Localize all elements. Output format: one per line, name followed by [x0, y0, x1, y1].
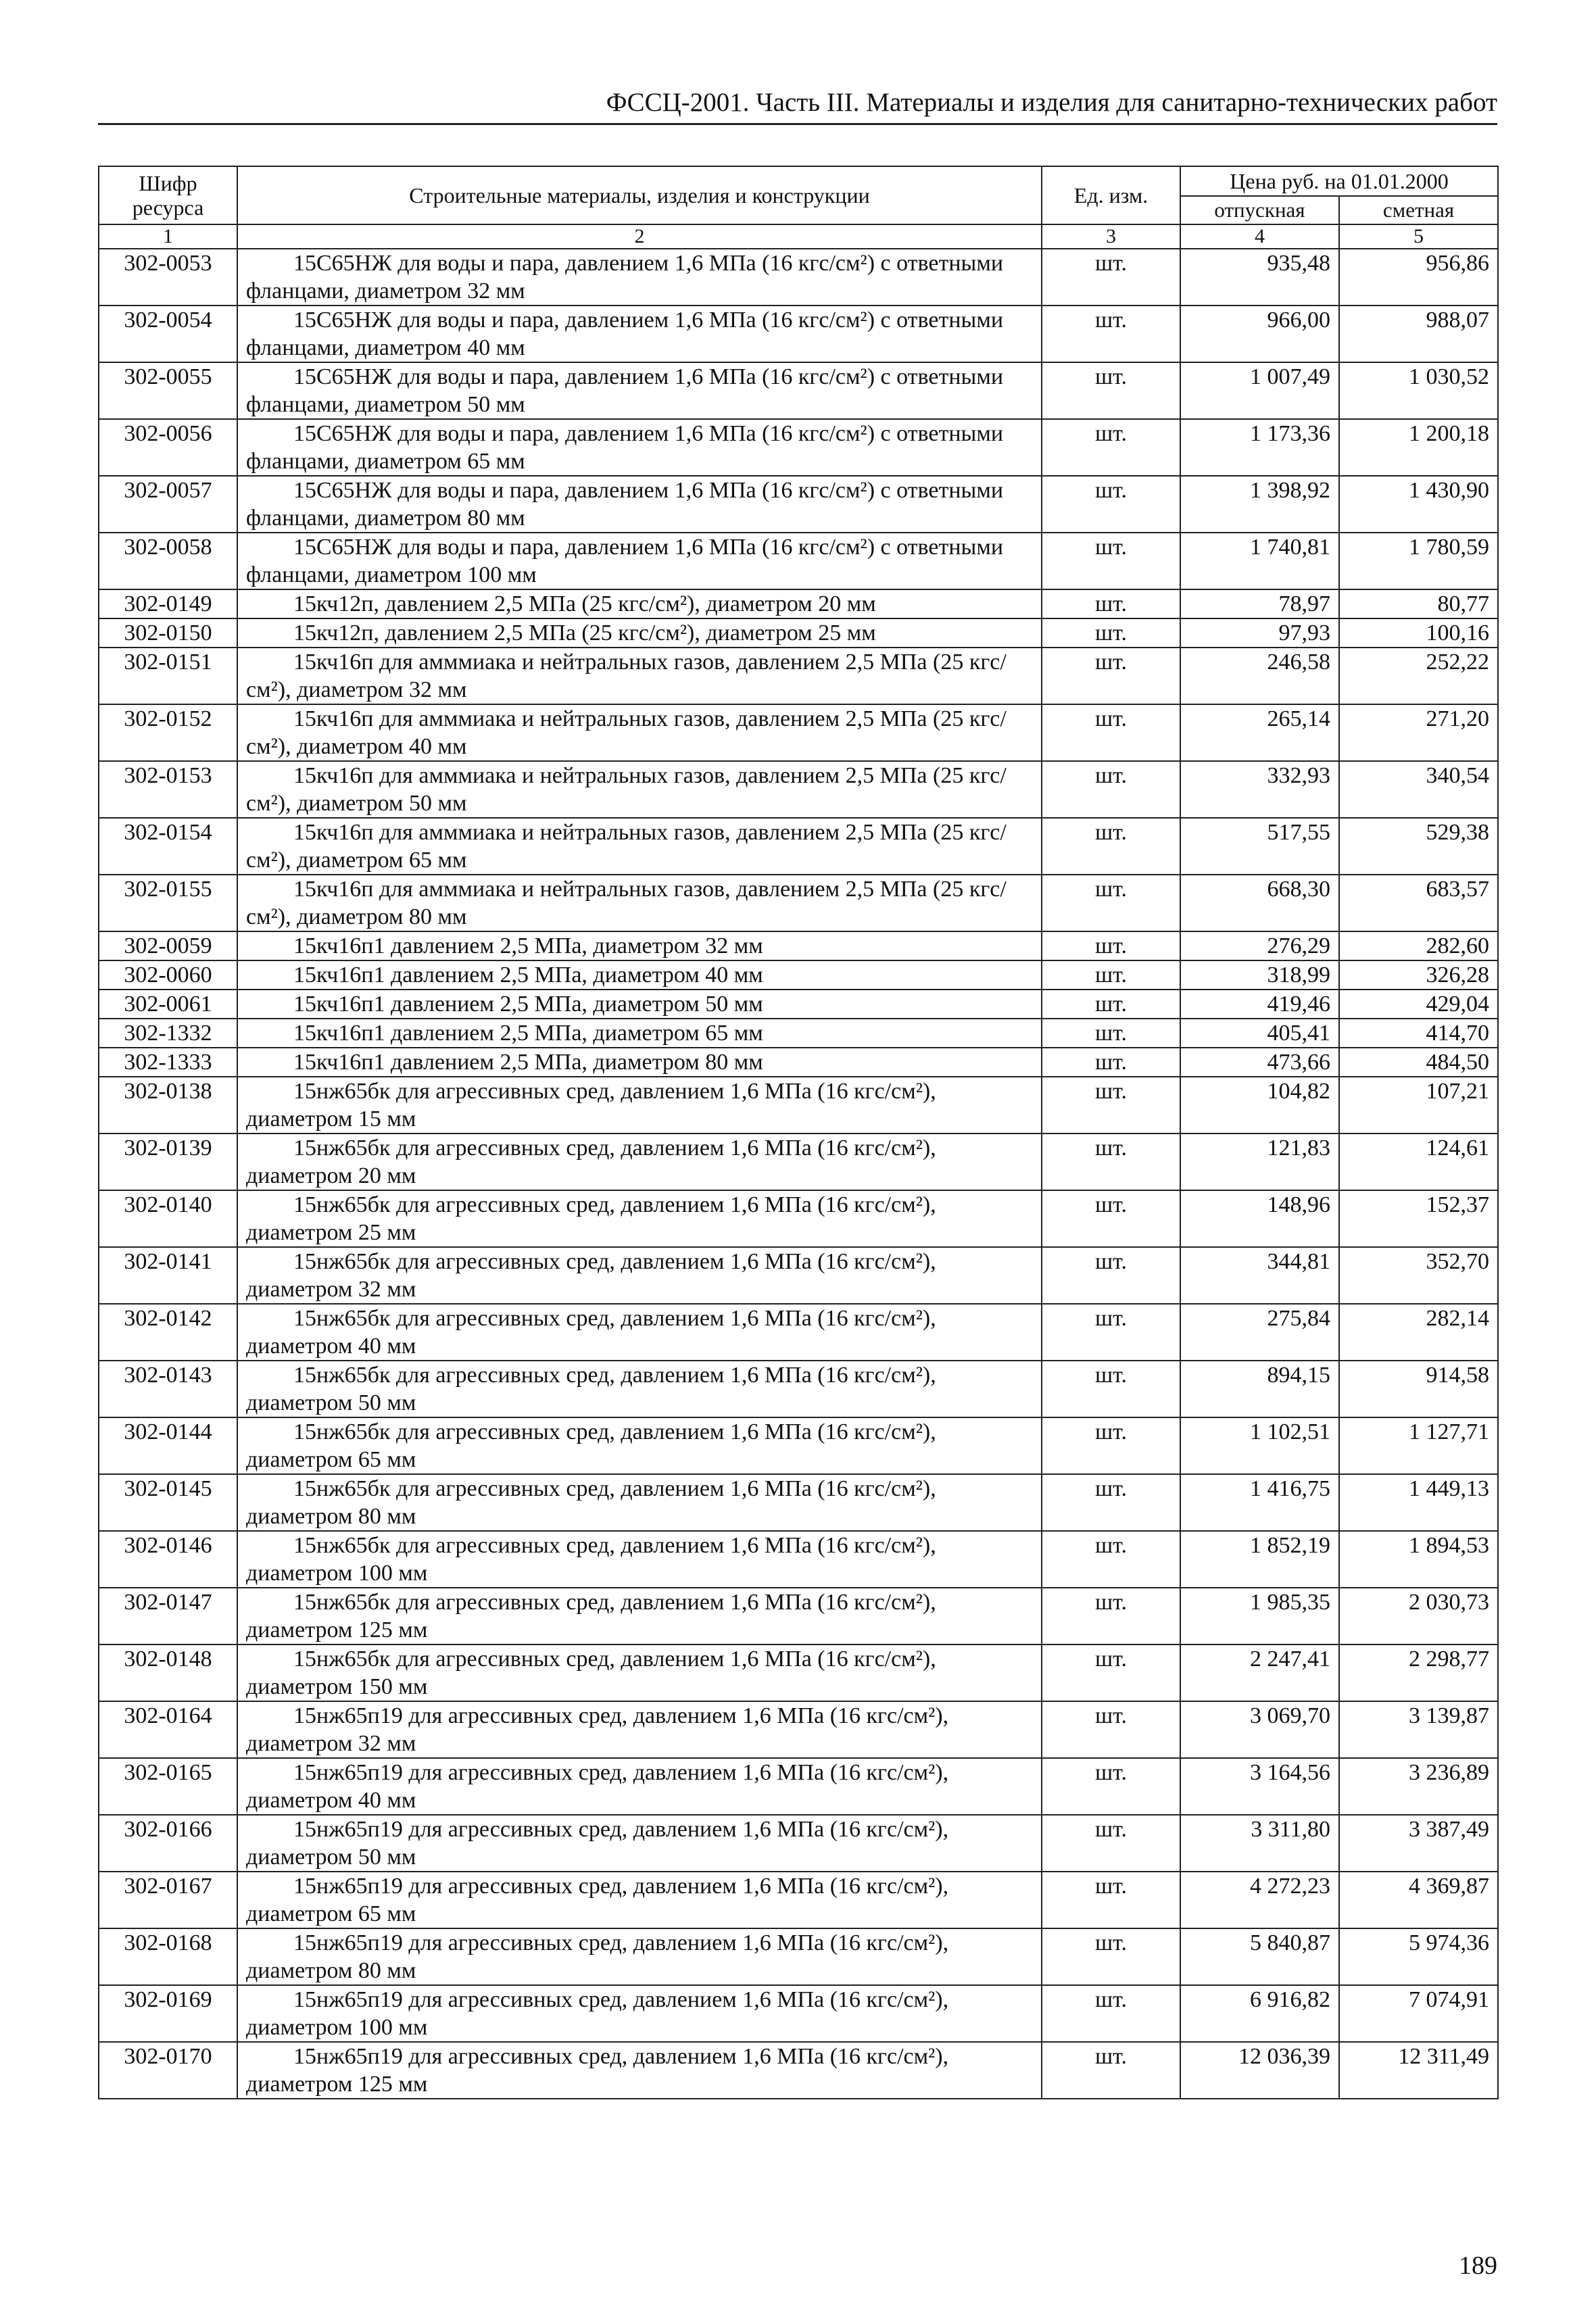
unit-cell: шт. [1042, 1815, 1180, 1872]
resource-code-cell: 302-0139 [99, 1134, 237, 1190]
material-name-cell: 15кч16п для амммиака и нейтральных газов, давлением 2,5 МПа (25 кгс/см²), диаметром 65 мм [237, 818, 1042, 875]
estimate-price-cell: 100,16 [1339, 618, 1498, 648]
table-row [99, 533, 1498, 589]
release-price-cell: 3 311,80 [1180, 1815, 1339, 1872]
unit-cell: шт. [1042, 1758, 1180, 1815]
release-price-cell: 405,41 [1180, 1019, 1339, 1048]
estimate-price-cell: 2 298,77 [1339, 1644, 1498, 1701]
table-row [99, 1588, 1498, 1644]
release-price-cell: 1 852,19 [1180, 1531, 1339, 1588]
estimate-price-cell: 1 780,59 [1339, 533, 1498, 589]
release-price-cell: 275,84 [1180, 1304, 1339, 1361]
material-name-cell: 15нж65бк для агрессивных сред, давлением 1,6 МПа (16 кгс/см²), диаметром 32 мм [237, 1247, 1042, 1304]
table-row [99, 1815, 1498, 1872]
resource-code-cell: 302-0145 [99, 1474, 237, 1531]
estimate-price-cell: 914,58 [1339, 1361, 1498, 1417]
unit-cell: шт. [1042, 1531, 1180, 1588]
resource-code-cell: 302-0146 [99, 1531, 237, 1588]
estimate-price-cell: 484,50 [1339, 1048, 1498, 1077]
resource-code-cell: 302-1333 [99, 1048, 237, 1077]
release-price-cell: 1 007,49 [1180, 362, 1339, 419]
release-price-cell: 104,82 [1180, 1077, 1339, 1134]
release-price-cell: 1 102,51 [1180, 1417, 1339, 1474]
material-name-cell: 15нж65п19 для агрессивных сред, давлением 1,6 МПа (16 кгс/см²), диаметром 32 мм [237, 1701, 1042, 1758]
resource-code-cell: 302-0149 [99, 589, 237, 618]
table-row [99, 589, 1498, 618]
estimate-price-cell: 3 139,87 [1339, 1701, 1498, 1758]
table-row [99, 704, 1498, 761]
release-price-cell: 12 036,39 [1180, 2042, 1339, 2099]
unit-cell: шт. [1042, 1134, 1180, 1190]
resource-code-cell: 302-0057 [99, 476, 237, 533]
estimate-price-cell: 429,04 [1339, 990, 1498, 1019]
resource-code-cell: 302-0144 [99, 1417, 237, 1474]
release-price-cell: 1 398,92 [1180, 476, 1339, 533]
resource-code-cell: 302-0140 [99, 1190, 237, 1247]
material-name-cell: 15нж65бк для агрессивных сред, давлением 1,6 МПа (16 кгс/см²), диаметром 65 мм [237, 1417, 1042, 1474]
estimate-price-cell: 3 387,49 [1339, 1815, 1498, 1872]
column-number: 1 [99, 224, 237, 249]
material-name-cell: 15кч16п1 давлением 2,5 МПа, диаметром 40 мм [237, 960, 1042, 990]
resource-code-cell: 302-0165 [99, 1758, 237, 1815]
column-header-estimate-price: сметная [1339, 196, 1498, 224]
resource-code-cell: 302-0061 [99, 990, 237, 1019]
table-row [99, 2042, 1498, 2099]
release-price-cell: 668,30 [1180, 875, 1339, 931]
material-name-cell: 15кч16п1 давлением 2,5 МПа, диаметром 80 мм [237, 1048, 1042, 1077]
resource-code-cell: 302-0154 [99, 818, 237, 875]
resource-code-cell: 302-0054 [99, 306, 237, 362]
unit-cell: шт. [1042, 1304, 1180, 1361]
material-name-cell: 15С65НЖ для воды и пара, давлением 1,6 МПа (16 кгс/см²) с ответными фланцами, диаметром 100 мм [237, 533, 1042, 589]
estimate-price-cell: 1 894,53 [1339, 1531, 1498, 1588]
unit-cell: шт. [1042, 990, 1180, 1019]
resource-code-cell: 302-0152 [99, 704, 237, 761]
unit-cell: шт. [1042, 761, 1180, 818]
estimate-price-cell: 80,77 [1339, 589, 1498, 618]
estimate-price-cell: 956,86 [1339, 249, 1498, 306]
unit-cell: шт. [1042, 648, 1180, 704]
resource-code-cell: 302-0170 [99, 2042, 237, 2099]
estimate-price-cell: 529,38 [1339, 818, 1498, 875]
resource-code-cell: 302-0150 [99, 618, 237, 648]
estimate-price-cell: 1 030,52 [1339, 362, 1498, 419]
unit-cell: шт. [1042, 1048, 1180, 1077]
resource-code-cell: 302-0056 [99, 419, 237, 476]
unit-cell: шт. [1042, 1474, 1180, 1531]
estimate-price-cell: 12 311,49 [1339, 2042, 1498, 2099]
resource-code-cell: 302-0153 [99, 761, 237, 818]
unit-cell: шт. [1042, 1872, 1180, 1928]
resource-code-cell: 302-0143 [99, 1361, 237, 1417]
unit-cell: шт. [1042, 1019, 1180, 1048]
price-table [98, 166, 1499, 2099]
table-row [99, 1077, 1498, 1134]
release-price-cell: 78,97 [1180, 589, 1339, 618]
unit-cell: шт. [1042, 818, 1180, 875]
table-row [99, 362, 1498, 419]
release-price-cell: 121,83 [1180, 1134, 1339, 1190]
unit-cell: шт. [1042, 362, 1180, 419]
material-name-cell: 15нж65бк для агрессивных сред, давлением 1,6 МПа (16 кгс/см²), диаметром 25 мм [237, 1190, 1042, 1247]
column-number: 5 [1339, 224, 1498, 249]
release-price-cell: 265,14 [1180, 704, 1339, 761]
resource-code-cell: 302-0060 [99, 960, 237, 990]
material-name-cell: 15нж65п19 для агрессивных сред, давлением 1,6 МПа (16 кгс/см²), диаметром 50 мм [237, 1815, 1042, 1872]
material-name-cell: 15кч16п для амммиака и нейтральных газов, давлением 2,5 МПа (25 кгс/см²), диаметром 32 мм [237, 648, 1042, 704]
material-name-cell: 15С65НЖ для воды и пара, давлением 1,6 МПа (16 кгс/см²) с ответными фланцами, диаметром 32 мм [237, 249, 1042, 306]
release-price-cell: 1 416,75 [1180, 1474, 1339, 1531]
table-row [99, 1474, 1498, 1531]
table-row [99, 1928, 1498, 1985]
estimate-price-cell: 4 369,87 [1339, 1872, 1498, 1928]
column-number: 3 [1042, 224, 1180, 249]
table-row [99, 1019, 1498, 1048]
unit-cell: шт. [1042, 1928, 1180, 1985]
material-name-cell: 15нж65п19 для агрессивных сред, давлением 1,6 МПа (16 кгс/см²), диаметром 65 мм [237, 1872, 1042, 1928]
material-name-cell: 15кч16п для амммиака и нейтральных газов, давлением 2,5 МПа (25 кгс/см²), диаметром 80 мм [237, 875, 1042, 931]
unit-cell: шт. [1042, 704, 1180, 761]
release-price-cell: 894,15 [1180, 1361, 1339, 1417]
resource-code-cell: 302-0169 [99, 1985, 237, 2042]
table-row [99, 960, 1498, 990]
table-row [99, 1872, 1498, 1928]
material-name-cell: 15кч16п1 давлением 2,5 МПа, диаметром 65 мм [237, 1019, 1042, 1048]
estimate-price-cell: 7 074,91 [1339, 1985, 1498, 2042]
table-row [99, 419, 1498, 476]
resource-code-cell: 302-0147 [99, 1588, 237, 1644]
material-name-cell: 15кч12п, давлением 2,5 МПа (25 кгс/см²), диаметром 25 мм [237, 618, 1042, 648]
material-name-cell: 15С65НЖ для воды и пара, давлением 1,6 МПа (16 кгс/см²) с ответными фланцами, диаметром 40 мм [237, 306, 1042, 362]
estimate-price-cell: 1 200,18 [1339, 419, 1498, 476]
resource-code-cell: 302-0155 [99, 875, 237, 931]
table-row [99, 1701, 1498, 1758]
resource-code-cell: 302-0167 [99, 1872, 237, 1928]
material-name-cell: 15нж65бк для агрессивных сред, давлением 1,6 МПа (16 кгс/см²), диаметром 50 мм [237, 1361, 1042, 1417]
estimate-price-cell: 271,20 [1339, 704, 1498, 761]
unit-cell: шт. [1042, 306, 1180, 362]
release-price-cell: 246,58 [1180, 648, 1339, 704]
table-row [99, 990, 1498, 1019]
release-price-cell: 344,81 [1180, 1247, 1339, 1304]
page-number: 189 [1459, 2251, 1497, 2280]
table-row [99, 476, 1498, 533]
unit-cell: шт. [1042, 1190, 1180, 1247]
resource-code-cell: 302-0168 [99, 1928, 237, 1985]
unit-cell: шт. [1042, 875, 1180, 931]
estimate-price-cell: 683,57 [1339, 875, 1498, 931]
table-row [99, 1417, 1498, 1474]
release-price-cell: 517,55 [1180, 818, 1339, 875]
material-name-cell: 15нж65бк для агрессивных сред, давлением 1,6 МПа (16 кгс/см²), диаметром 15 мм [237, 1077, 1042, 1134]
estimate-price-cell: 1 430,90 [1339, 476, 1498, 533]
release-price-cell: 332,93 [1180, 761, 1339, 818]
material-name-cell: 15нж65п19 для агрессивных сред, давлением 1,6 МПа (16 кгс/см²), диаметром 125 мм [237, 2042, 1042, 2099]
estimate-price-cell: 352,70 [1339, 1247, 1498, 1304]
material-name-cell: 15нж65бк для агрессивных сред, давлением 1,6 МПа (16 кгс/см²), диаметром 80 мм [237, 1474, 1042, 1531]
resource-code-cell: 302-0053 [99, 249, 237, 306]
release-price-cell: 1 985,35 [1180, 1588, 1339, 1644]
release-price-cell: 97,93 [1180, 618, 1339, 648]
column-number: 2 [237, 224, 1042, 249]
unit-cell: шт. [1042, 589, 1180, 618]
unit-cell: шт. [1042, 960, 1180, 990]
resource-code-cell: 302-0166 [99, 1815, 237, 1872]
material-name-cell: 15нж65бк для агрессивных сред, давлением 1,6 МПа (16 кгс/см²), диаметром 150 мм [237, 1644, 1042, 1701]
material-name-cell: 15кч16п1 давлением 2,5 МПа, диаметром 50 мм [237, 990, 1042, 1019]
table-row [99, 931, 1498, 960]
material-name-cell: 15кч12п, давлением 2,5 МПа (25 кгс/см²), диаметром 20 мм [237, 589, 1042, 618]
resource-code-cell: 302-0138 [99, 1077, 237, 1134]
resource-code-cell: 302-1332 [99, 1019, 237, 1048]
release-price-cell: 318,99 [1180, 960, 1339, 990]
table-row [99, 648, 1498, 704]
table-row [99, 818, 1498, 875]
material-name-cell: 15С65НЖ для воды и пара, давлением 1,6 МПа (16 кгс/см²) с ответными фланцами, диаметром 80 мм [237, 476, 1042, 533]
estimate-price-cell: 252,22 [1339, 648, 1498, 704]
table-row [99, 1134, 1498, 1190]
resource-code-cell: 302-0148 [99, 1644, 237, 1701]
table-row [99, 1361, 1498, 1417]
unit-cell: шт. [1042, 476, 1180, 533]
material-name-cell: 15кч16п для амммиака и нейтральных газов, давлением 2,5 МПа (25 кгс/см²), диаметром 50 мм [237, 761, 1042, 818]
table-header [99, 166, 1498, 249]
resource-code-cell: 302-0164 [99, 1701, 237, 1758]
unit-cell: шт. [1042, 618, 1180, 648]
table-row [99, 1985, 1498, 2042]
table-row [99, 1758, 1498, 1815]
table-row [99, 1048, 1498, 1077]
unit-cell: шт. [1042, 1588, 1180, 1644]
resource-code-cell: 302-0058 [99, 533, 237, 589]
unit-cell: шт. [1042, 1644, 1180, 1701]
resource-code-cell: 302-0151 [99, 648, 237, 704]
column-header-release-price: отпускная [1180, 196, 1339, 224]
table-row [99, 1190, 1498, 1247]
estimate-price-cell: 1 127,71 [1339, 1417, 1498, 1474]
material-name-cell: 15С65НЖ для воды и пара, давлением 1,6 МПа (16 кгс/см²) с ответными фланцами, диаметром 65 мм [237, 419, 1042, 476]
release-price-cell: 4 272,23 [1180, 1872, 1339, 1928]
material-name-cell: 15нж65п19 для агрессивных сред, давлением 1,6 МПа (16 кгс/см²), диаметром 40 мм [237, 1758, 1042, 1815]
column-header-code: Шифр ресурса [99, 166, 237, 224]
estimate-price-cell: 1 449,13 [1339, 1474, 1498, 1531]
material-name-cell: 15кч16п для амммиака и нейтральных газов, давлением 2,5 МПа (25 кгс/см²), диаметром 40 мм [237, 704, 1042, 761]
release-price-cell: 1 740,81 [1180, 533, 1339, 589]
estimate-price-cell: 414,70 [1339, 1019, 1498, 1048]
material-name-cell: 15С65НЖ для воды и пара, давлением 1,6 МПа (16 кгс/см²) с ответными фланцами, диаметром 50 мм [237, 362, 1042, 419]
release-price-cell: 3 164,56 [1180, 1758, 1339, 1815]
table-row [99, 761, 1498, 818]
release-price-cell: 3 069,70 [1180, 1701, 1339, 1758]
unit-cell: шт. [1042, 2042, 1180, 2099]
release-price-cell: 148,96 [1180, 1190, 1339, 1247]
estimate-price-cell: 152,37 [1339, 1190, 1498, 1247]
table-row [99, 1304, 1498, 1361]
column-header-unit: Ед. изм. [1042, 166, 1180, 224]
release-price-cell: 473,66 [1180, 1048, 1339, 1077]
column-number: 4 [1180, 224, 1339, 249]
resource-code-cell: 302-0059 [99, 931, 237, 960]
table-row [99, 1644, 1498, 1701]
material-name-cell: 15нж65бк для агрессивных сред, давлением 1,6 МПа (16 кгс/см²), диаметром 40 мм [237, 1304, 1042, 1361]
estimate-price-cell: 124,61 [1339, 1134, 1498, 1190]
release-price-cell: 276,29 [1180, 931, 1339, 960]
table-row [99, 306, 1498, 362]
estimate-price-cell: 107,21 [1339, 1077, 1498, 1134]
unit-cell: шт. [1042, 533, 1180, 589]
estimate-price-cell: 282,60 [1339, 931, 1498, 960]
table-row [99, 249, 1498, 306]
unit-cell: шт. [1042, 1985, 1180, 2042]
table-row [99, 1247, 1498, 1304]
resource-code-cell: 302-0141 [99, 1247, 237, 1304]
estimate-price-cell: 988,07 [1339, 306, 1498, 362]
unit-cell: шт. [1042, 1077, 1180, 1134]
material-name-cell: 15кч16п1 давлением 2,5 МПа, диаметром 32 мм [237, 931, 1042, 960]
unit-cell: шт. [1042, 1247, 1180, 1304]
unit-cell: шт. [1042, 1417, 1180, 1474]
release-price-cell: 5 840,87 [1180, 1928, 1339, 1985]
release-price-cell: 935,48 [1180, 249, 1339, 306]
material-name-cell: 15нж65бк для агрессивных сред, давлением 1,6 МПа (16 кгс/см²), диаметром 20 мм [237, 1134, 1042, 1190]
unit-cell: шт. [1042, 249, 1180, 306]
material-name-cell: 15нж65п19 для агрессивных сред, давлением 1,6 МПа (16 кгс/см²), диаметром 100 мм [237, 1985, 1042, 2042]
unit-cell: шт. [1042, 1701, 1180, 1758]
release-price-cell: 6 916,82 [1180, 1985, 1339, 2042]
material-name-cell: 15нж65п19 для агрессивных сред, давлением 1,6 МПа (16 кгс/см²), диаметром 80 мм [237, 1928, 1042, 1985]
resource-code-cell: 302-0055 [99, 362, 237, 419]
table-row [99, 875, 1498, 931]
estimate-price-cell: 3 236,89 [1339, 1758, 1498, 1815]
table-body [99, 249, 1498, 2099]
table-row [99, 618, 1498, 648]
column-number-row [99, 224, 1498, 249]
unit-cell: шт. [1042, 419, 1180, 476]
estimate-price-cell: 5 974,36 [1339, 1928, 1498, 1985]
estimate-price-cell: 340,54 [1339, 761, 1498, 818]
resource-code-cell: 302-0142 [99, 1304, 237, 1361]
material-name-cell: 15нж65бк для агрессивных сред, давлением 1,6 МПа (16 кгс/см²), диаметром 125 мм [237, 1588, 1042, 1644]
column-header-name: Строительные материалы, изделия и конструкции [237, 166, 1042, 224]
release-price-cell: 419,46 [1180, 990, 1339, 1019]
release-price-cell: 966,00 [1180, 306, 1339, 362]
page-header [98, 87, 1497, 125]
unit-cell: шт. [1042, 1361, 1180, 1417]
estimate-price-cell: 2 030,73 [1339, 1588, 1498, 1644]
material-name-cell: 15нж65бк для агрессивных сред, давлением 1,6 МПа (16 кгс/см²), диаметром 100 мм [237, 1531, 1042, 1588]
estimate-price-cell: 282,14 [1339, 1304, 1498, 1361]
table-row [99, 1531, 1498, 1588]
estimate-price-cell: 326,28 [1339, 960, 1498, 990]
release-price-cell: 1 173,36 [1180, 419, 1339, 476]
page-title: ФССЦ-2001. Часть III. Материалы и изделия для санитарно-технических работ [606, 88, 1497, 117]
column-header-price-group: Цена руб. на 01.01.2000 [1180, 166, 1498, 196]
release-price-cell: 2 247,41 [1180, 1644, 1339, 1701]
unit-cell: шт. [1042, 931, 1180, 960]
